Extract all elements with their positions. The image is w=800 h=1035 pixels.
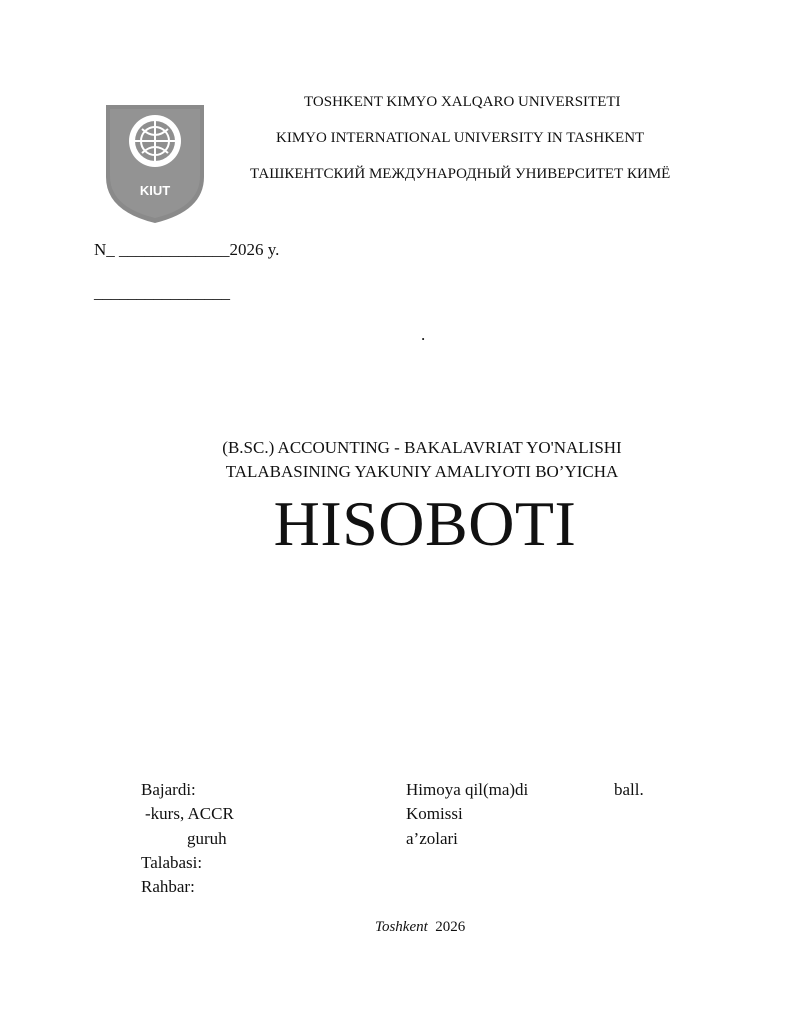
logo-text: KIUT: [139, 183, 171, 198]
ball-label: ball.: [614, 780, 644, 799]
document-number-line: N_ _____________2026 y.: [94, 240, 280, 259]
footer-city: Toshkent: [375, 919, 428, 935]
footer: [375, 919, 465, 936]
footer-year: 2026: [435, 919, 466, 935]
komissi-label: Komissi: [406, 804, 463, 823]
kurs-label: -kurs, ACCR: [145, 804, 234, 823]
himoya-label: Himoya qil(ma)di: [406, 780, 529, 799]
subtitle-line-1: (B.SC.) ACCOUNTING - BAKALAVRIAT YO'NALISHI: [222, 438, 622, 457]
signature-blank-line: ________________: [94, 283, 230, 302]
rahbar-label: Rahbar:: [141, 877, 195, 896]
subtitle-line-2: TALABASINING YAKUNIY AMALIYOTI BO’YICHA: [225, 462, 619, 481]
university-logo: [104, 103, 206, 225]
guruh-label: guruh: [187, 829, 227, 848]
university-name-ru: ТАШКЕНТСКИЙ МЕЖДУНАРОДНЫЙ УНИВЕРСИТЕТ КИМЁ: [250, 166, 671, 182]
university-name-en: KIMYO INTERNATIONAL UNIVERSITY IN TASHKENT: [276, 130, 645, 146]
bajardi-label: Bajardi:: [141, 780, 196, 799]
talabasi-label: Talabasi:: [141, 853, 203, 872]
page-title: HISOBOTI: [273, 488, 577, 559]
university-name-uz: TOSHKENT KIMYO XALQARO UNIVERSITETI: [304, 94, 621, 110]
azolari-label: a’zolari: [406, 829, 458, 848]
dot-mark: .: [421, 325, 426, 344]
